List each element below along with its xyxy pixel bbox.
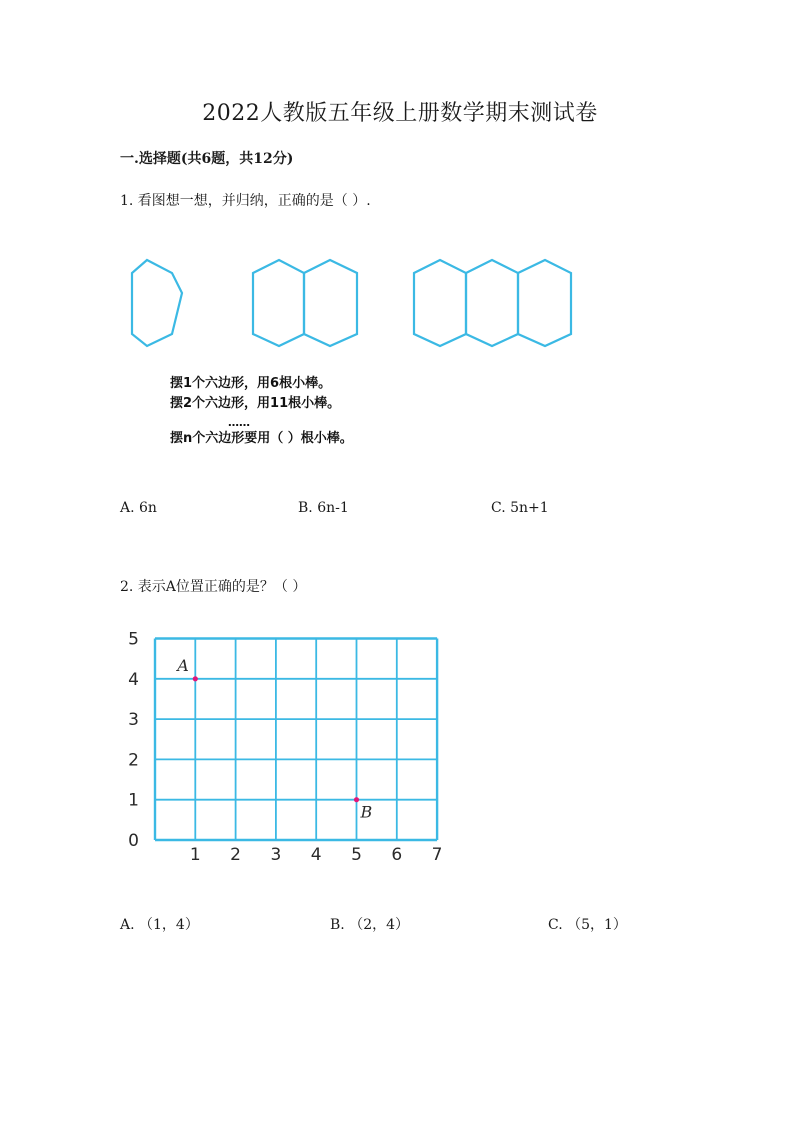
x-tick-label: 7 — [431, 845, 443, 865]
hexagon — [518, 260, 571, 346]
q1-option-c[interactable]: C. 5n+1 — [491, 500, 549, 516]
q1-option-a[interactable]: A. 6n — [120, 500, 157, 516]
point-a — [193, 676, 198, 681]
point-label-a: A — [177, 655, 189, 675]
figure-line-2: 摆2个六边形，用11根小棒。 — [170, 396, 341, 411]
hexagon — [132, 260, 182, 346]
figure-line-1: 摆1个六边形，用6根小棒。 — [170, 376, 332, 391]
y-tick-label: 0 — [128, 831, 139, 851]
point-label-b: B — [360, 802, 373, 822]
page-title: 2022人教版五年级上册数学期末测试卷 — [202, 101, 598, 126]
q1-option-b[interactable]: B. 6n-1 — [298, 500, 349, 516]
y-tick-label: 4 — [128, 669, 139, 690]
question-1-stem: 1. 看图想一想，并归纳，正确的是（ ）. — [120, 193, 371, 209]
x-tick-label: 2 — [230, 845, 242, 865]
y-tick-label: 5 — [128, 629, 139, 650]
x-tick-label: 3 — [270, 845, 282, 865]
hexagon-figure — [120, 250, 590, 360]
y-tick-label: 3 — [128, 710, 139, 731]
hexagon — [466, 260, 518, 346]
q2-option-c[interactable]: C. （5，1） — [548, 917, 627, 933]
y-tick-label: 2 — [128, 750, 139, 771]
x-tick-label: 1 — [189, 845, 201, 865]
x-tick-label: 5 — [351, 845, 362, 865]
figure-ellipsis: …… — [228, 416, 250, 429]
hexagon — [253, 260, 304, 346]
section-heading: 一.选择题(共6题，共12分) — [120, 151, 294, 167]
figure-line-3: 摆n个六边形要用（ ）根小棒。 — [170, 431, 353, 446]
x-tick-label: 6 — [391, 845, 403, 865]
y-tick-label: 1 — [128, 790, 139, 811]
point-b — [354, 797, 359, 802]
q2-option-a[interactable]: A. （1，4） — [120, 917, 199, 933]
coordinate-grid — [120, 625, 460, 870]
q2-option-b[interactable]: B. （2，4） — [330, 917, 410, 933]
x-tick-label: 4 — [310, 845, 322, 865]
hexagon — [304, 260, 357, 346]
question-2-stem: 2. 表示A位置正确的是？（ ） — [120, 579, 307, 595]
hexagon — [414, 260, 466, 346]
